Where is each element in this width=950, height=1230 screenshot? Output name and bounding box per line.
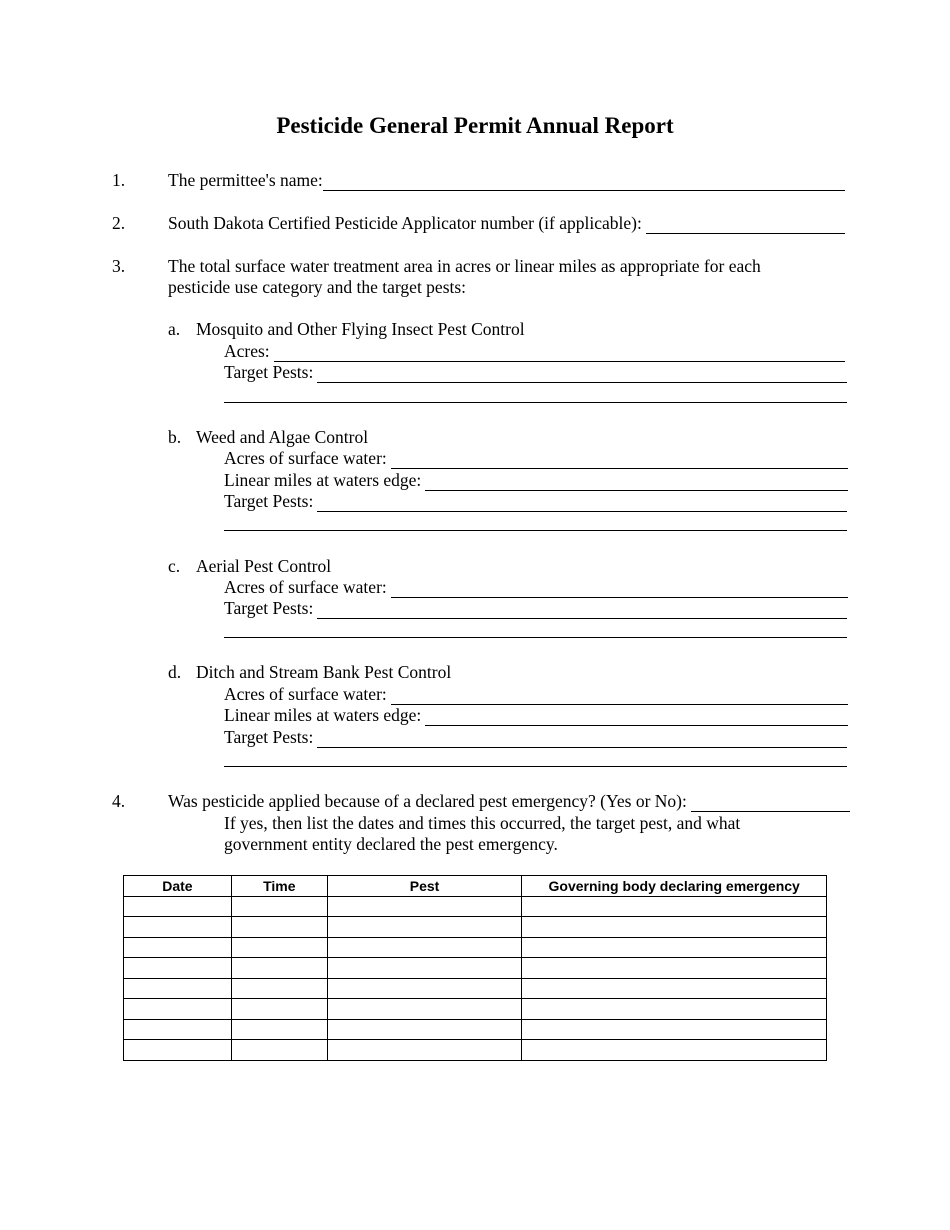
pest-cell[interactable]: [327, 999, 522, 1020]
category-b-pests-field[interactable]: [224, 491, 847, 512]
date-cell[interactable]: [124, 1040, 232, 1061]
date-cell[interactable]: [124, 896, 232, 917]
emergency-instructions: [224, 813, 740, 855]
category-d-pests-blank[interactable]: [317, 732, 847, 748]
category-a-pests-blank[interactable]: [317, 367, 847, 383]
category-d-heading: Ditch and Stream Bank Pest Control: [196, 662, 452, 682]
question-3-line-1: The total surface water treatment area in acres or linear miles as appropriate for each: [168, 256, 761, 276]
category-c-heading: Aerial Pest Control: [196, 556, 332, 576]
table-row: [124, 1019, 827, 1040]
emergency-yes-no-blank[interactable]: [691, 796, 850, 812]
governing-body-cell[interactable]: [522, 978, 827, 999]
category-b-pests-label: Target Pests:: [224, 491, 314, 511]
date-cell[interactable]: [124, 1019, 232, 1040]
emergency-yes-no-field[interactable]: [168, 791, 850, 812]
category-d-pests-extra-line[interactable]: [224, 766, 847, 767]
category-d-miles-blank[interactable]: [425, 710, 848, 726]
emergency-table: [123, 875, 827, 1061]
header-time: Time: [231, 876, 327, 897]
permittee-name-field[interactable]: [168, 170, 845, 191]
category-b-heading: Weed and Algae Control: [196, 427, 369, 447]
category-d-pests-field[interactable]: [224, 727, 847, 748]
category-b-miles-blank[interactable]: [425, 475, 848, 491]
question-3-number: 3.: [112, 256, 126, 276]
pest-cell[interactable]: [327, 917, 522, 938]
category-c-pests-blank[interactable]: [317, 603, 847, 619]
governing-body-cell[interactable]: [522, 917, 827, 938]
table-row: [124, 999, 827, 1020]
pest-cell[interactable]: [327, 958, 522, 979]
header-governing-body: Governing body declaring emergency: [522, 876, 827, 897]
category-d-miles-label: Linear miles at waters edge:: [224, 705, 422, 725]
table-row: [124, 978, 827, 999]
date-cell[interactable]: [124, 978, 232, 999]
governing-body-cell[interactable]: [522, 1019, 827, 1040]
governing-body-cell[interactable]: [522, 896, 827, 917]
date-cell[interactable]: [124, 999, 232, 1020]
category-d-acres-label: Acres of surface water:: [224, 684, 387, 704]
emergency-question-label: Was pesticide applied because of a declared pest emergency? (Yes or No):: [168, 791, 687, 811]
governing-body-cell[interactable]: [522, 1040, 827, 1061]
question-1-number: 1.: [112, 170, 126, 190]
question-3-line-2: pesticide use category and the target pests:: [168, 277, 467, 297]
time-cell[interactable]: [231, 1040, 327, 1061]
table-row: [124, 937, 827, 958]
category-b-letter: b.: [168, 427, 182, 447]
time-cell[interactable]: [231, 917, 327, 938]
category-c-acres-field[interactable]: [224, 577, 848, 598]
time-cell[interactable]: [231, 958, 327, 979]
category-d-acres-blank[interactable]: [391, 689, 848, 705]
applicator-number-blank[interactable]: [646, 218, 845, 234]
category-b-pests-extra-line[interactable]: [224, 530, 847, 531]
category-b-acres-field[interactable]: [224, 448, 848, 469]
question-3-text: [168, 256, 761, 298]
emergency-instructions-line-1: If yes, then list the dates and times this occurred, the target pest, and what: [224, 813, 741, 833]
table-row: [124, 958, 827, 979]
time-cell[interactable]: [231, 978, 327, 999]
category-d-acres-field[interactable]: [224, 684, 848, 705]
category-b-acres-blank[interactable]: [391, 453, 848, 469]
category-c-letter: c.: [168, 556, 181, 576]
governing-body-cell[interactable]: [522, 937, 827, 958]
category-a-letter: a.: [168, 319, 181, 339]
category-a-acres-blank[interactable]: [274, 346, 845, 362]
emergency-instructions-line-2: government entity declared the pest emergency.: [224, 834, 558, 854]
question-2-number: 2.: [112, 213, 126, 233]
pest-cell[interactable]: [327, 1019, 522, 1040]
header-date: Date: [124, 876, 232, 897]
category-d-miles-field[interactable]: [224, 705, 848, 726]
time-cell[interactable]: [231, 896, 327, 917]
category-a-pests-label: Target Pests:: [224, 362, 314, 382]
category-c-pests-extra-line[interactable]: [224, 637, 847, 638]
category-b-miles-label: Linear miles at waters edge:: [224, 470, 422, 490]
date-cell[interactable]: [124, 958, 232, 979]
pest-cell[interactable]: [327, 978, 522, 999]
category-a-heading: Mosquito and Other Flying Insect Pest Control: [196, 319, 525, 339]
table-row: [124, 896, 827, 917]
table-row: [124, 1040, 827, 1061]
category-c-acres-blank[interactable]: [391, 582, 848, 598]
table-header-row: [124, 876, 827, 897]
applicator-number-label: South Dakota Certified Pesticide Applicator number (if applicable):: [168, 213, 642, 233]
header-pest: Pest: [327, 876, 522, 897]
permittee-name-label: The permittee's name:: [168, 170, 323, 190]
applicator-number-field[interactable]: [168, 213, 845, 234]
governing-body-cell[interactable]: [522, 958, 827, 979]
time-cell[interactable]: [231, 937, 327, 958]
permittee-name-blank[interactable]: [323, 175, 845, 191]
pest-cell[interactable]: [327, 896, 522, 917]
category-a-pests-extra-line[interactable]: [224, 402, 847, 403]
category-d-letter: d.: [168, 662, 182, 682]
question-4-number: 4.: [112, 791, 126, 811]
category-d-pests-label: Target Pests:: [224, 727, 314, 747]
governing-body-cell[interactable]: [522, 999, 827, 1020]
category-b-pests-blank[interactable]: [317, 496, 847, 512]
time-cell[interactable]: [231, 999, 327, 1020]
category-a-acres-label: Acres:: [224, 341, 270, 361]
date-cell[interactable]: [124, 917, 232, 938]
date-cell[interactable]: [124, 937, 232, 958]
pest-cell[interactable]: [327, 937, 522, 958]
category-b-miles-field[interactable]: [224, 470, 848, 491]
category-a-pests-field[interactable]: [224, 362, 847, 383]
document-title: Pesticide General Permit Annual Report: [276, 113, 674, 138]
category-a-acres-field[interactable]: [224, 341, 845, 362]
category-c-acres-label: Acres of surface water:: [224, 577, 387, 597]
pest-cell[interactable]: [327, 1040, 522, 1061]
table-row: [124, 917, 827, 938]
category-c-pests-field[interactable]: [224, 598, 847, 619]
time-cell[interactable]: [231, 1019, 327, 1040]
category-b-acres-label: Acres of surface water:: [224, 448, 387, 468]
category-c-pests-label: Target Pests:: [224, 598, 314, 618]
